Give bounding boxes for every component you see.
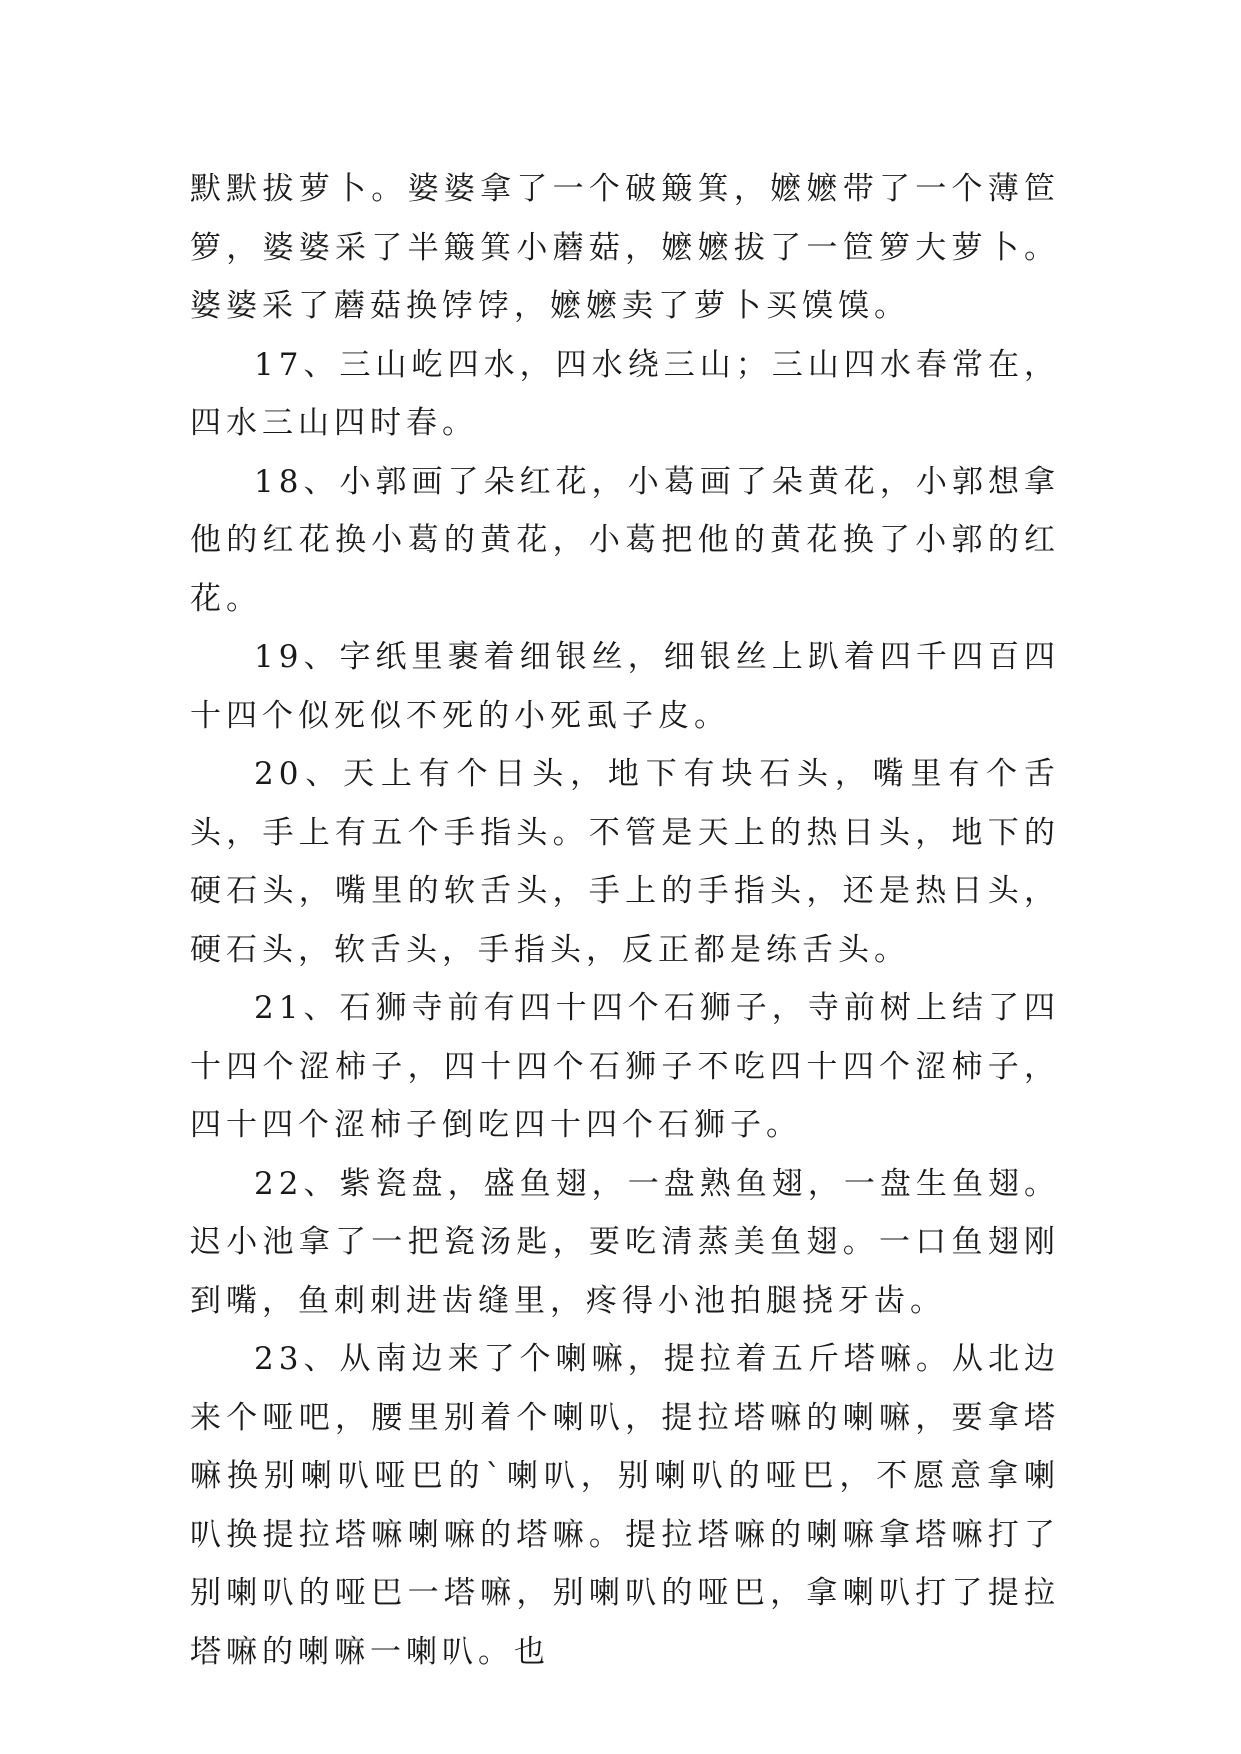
paragraph-21: 21、石狮寺前有四十四个石狮子，寺前树上结了四十四个涩柿子，四十四个石狮子不吃四十四个涩柿子，四十四个涩柿子倒吃四十四个石狮子。: [190, 990, 1060, 1143]
paragraph-17: 17、三山屹四水，四水绕三山；三山四水春常在，四水三山四时春。: [190, 346, 1060, 441]
paragraph-23: 23、从南边来了个喇嘛，提拉着五斤塔嘛。从北边来个哑吧，腰里别着个喇叭，提拉塔嘛的喇嘛，要拿塔嘛换别喇叭哑巴的`喇叭，别喇叭的哑巴，不愿意拿喇叭换提拉塔嘛喇嘛的塔嘛。提拉塔嘛的喇嘛拿塔嘛打了别喇叭的哑巴一塔嘛，别喇叭的哑巴，拿喇叭打了提拉塔嘛的喇嘛一喇叭。也: [190, 1341, 1060, 1670]
paragraph-18: 18、小郭画了朵红花，小葛画了朵黄花，小郭想拿他的红花换小葛的黄花，小葛把他的黄花换了小郭的红花。: [190, 463, 1060, 617]
document-body: [190, 160, 1060, 1681]
paragraph-continuation: 默默拔萝卜。婆婆拿了一个破簸箕，嬷嬷带了一个薄笸箩，婆婆采了半簸箕小蘑菇，嬷嬷拔了一笸箩大萝卜。婆婆采了蘑菇换饽饽，嬷嬷卖了萝卜买馍馍。: [190, 171, 1060, 324]
paragraph-19: 19、字纸里裹着细银丝，细银丝上趴着四千四百四十四个似死似不死的小死虱子皮。: [190, 639, 1060, 734]
paragraph-22: 22、紫瓷盘，盛鱼翅，一盘熟鱼翅，一盘生鱼翅。迟小池拿了一把瓷汤匙，要吃清蒸美鱼翅。一口鱼翅刚到嘴，鱼刺刺进齿缝里，疼得小池拍腿挠牙齿。: [190, 1165, 1060, 1319]
paragraph-20: 20、天上有个日头，地下有块石头，嘴里有个舌头，手上有五个手指头。不管是天上的热日头，地下的硬石头，嘴里的软舌头，手上的手指头，还是热日头，硬石头，软舌头，手指头，反正都是练舌头。: [190, 756, 1060, 968]
